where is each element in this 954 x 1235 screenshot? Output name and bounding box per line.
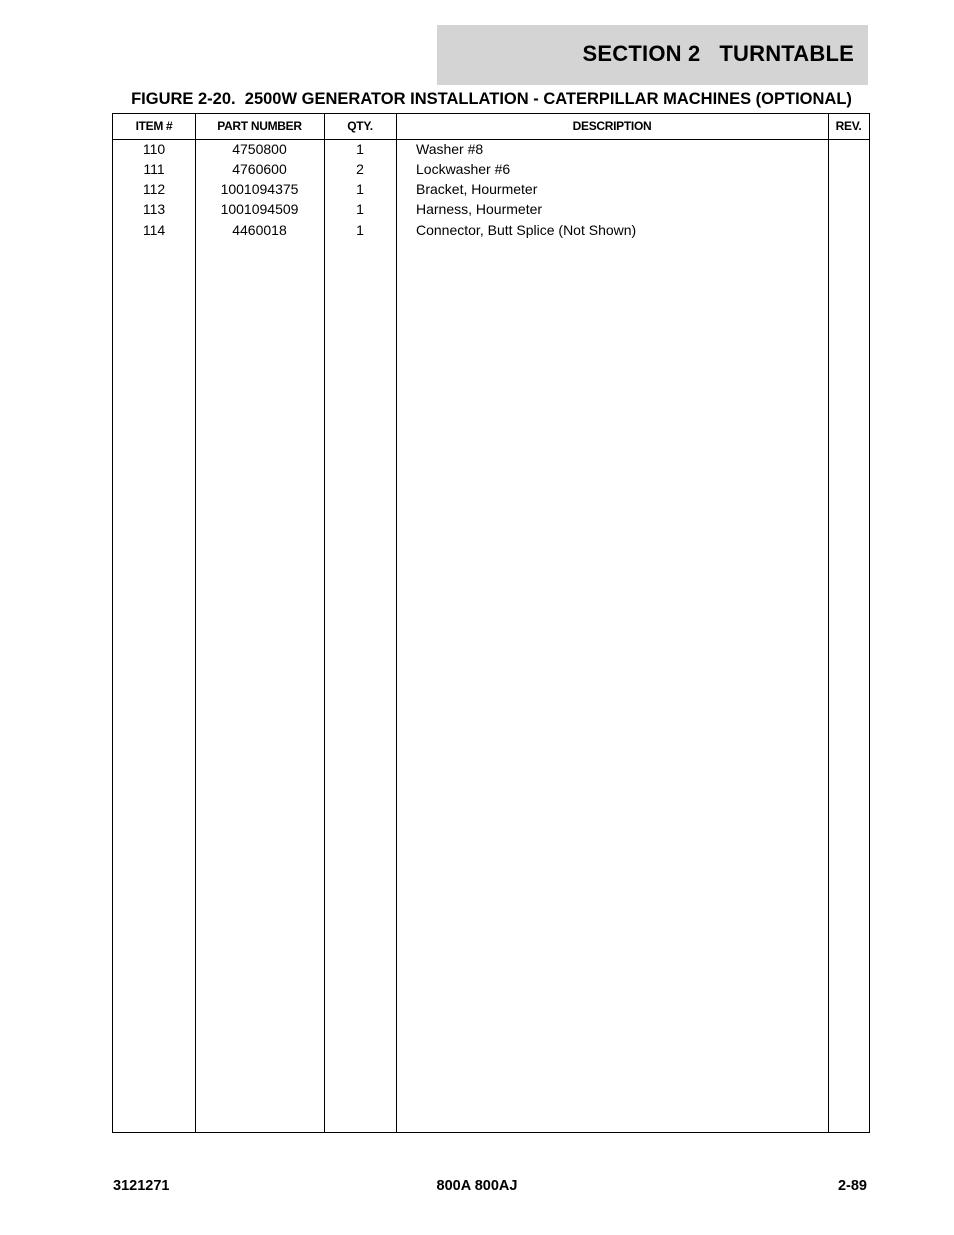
cell-item: 111 <box>143 161 165 177</box>
column-divider <box>828 114 829 1132</box>
column-divider <box>195 114 196 1132</box>
footer-doc-number: 3121271 <box>113 1178 170 1194</box>
header-part-number: PART NUMBER <box>217 119 302 133</box>
cell-item: 110 <box>142 141 166 157</box>
parts-table <box>112 113 870 1133</box>
footer-model: 800A 800AJ <box>436 1178 518 1194</box>
section-title: SECTION 2 TURNTABLE <box>582 41 854 66</box>
cell-part-number: 4760600 <box>232 161 287 177</box>
cell-qty: 1 <box>356 222 364 238</box>
cell-part-number: 4460018 <box>232 222 287 238</box>
cell-qty: 1 <box>356 181 364 197</box>
cell-item: 114 <box>142 222 166 238</box>
footer-page-number: 2-89 <box>837 1178 867 1194</box>
table-row <box>113 161 869 181</box>
header-rev: REV. <box>835 119 862 133</box>
cell-qty: 1 <box>356 201 364 217</box>
header-divider <box>113 139 869 140</box>
table-row <box>113 201 869 221</box>
cell-part-number: 4750800 <box>232 141 287 157</box>
header-qty: QTY. <box>347 119 373 133</box>
section-header <box>437 25 868 85</box>
table-row <box>113 141 869 161</box>
cell-description: Lockwasher #6 <box>416 161 511 177</box>
cell-description: Washer #8 <box>416 141 484 157</box>
cell-part-number: 1001094509 <box>220 201 299 217</box>
figure-title: FIGURE 2-20. 2500W GENERATOR INSTALLATION - CATERPILLAR MACHINES (OPTIONAL) <box>131 90 852 108</box>
column-divider <box>396 114 397 1132</box>
cell-item: 113 <box>142 201 166 217</box>
cell-description: Harness, Hourmeter <box>416 201 543 217</box>
header-item: ITEM # <box>135 119 173 133</box>
cell-qty: 1 <box>356 141 364 157</box>
cell-qty: 2 <box>356 161 364 177</box>
table-row <box>113 181 869 201</box>
cell-part-number: 1001094375 <box>220 181 299 197</box>
cell-item: 112 <box>142 181 166 197</box>
header-description: DESCRIPTION <box>572 119 652 133</box>
cell-description: Bracket, Hourmeter <box>416 181 538 197</box>
column-divider <box>324 114 325 1132</box>
table-row <box>113 222 869 242</box>
cell-description: Connector, Butt Splice (Not Shown) <box>416 222 637 238</box>
